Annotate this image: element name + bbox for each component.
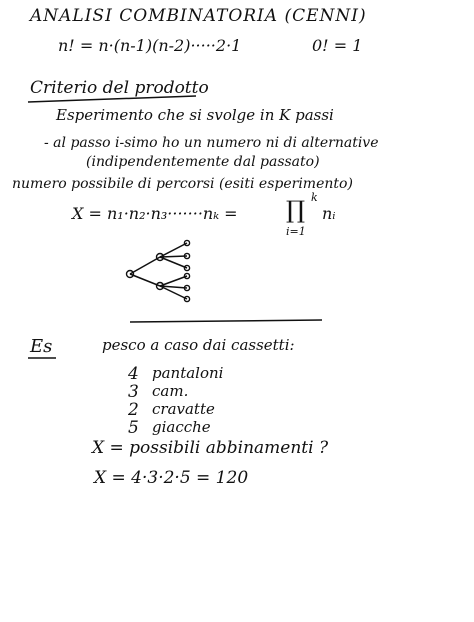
item-name: cam. bbox=[152, 382, 189, 400]
example-intro: pesco a caso dai cassetti: bbox=[102, 336, 295, 354]
factorial-formula: n! = n·(n-1)(n-2)·····2·1 bbox=[58, 36, 242, 55]
item-name: giacche bbox=[152, 418, 211, 436]
definition-line-1: Esperimento che si svolge in K passi bbox=[56, 106, 334, 124]
question-line: X = possibili abbinamenti ? bbox=[92, 438, 329, 458]
item-count: 3 bbox=[128, 382, 139, 402]
item-name: cravatte bbox=[152, 400, 215, 418]
product-term: nᵢ bbox=[322, 204, 336, 223]
item-count: 4 bbox=[128, 364, 139, 384]
example-label: Es bbox=[30, 336, 53, 357]
definition-line-3: (indipendentemente dal passato) bbox=[86, 154, 320, 170]
zero-factorial: 0! = 1 bbox=[312, 36, 363, 55]
product-formula: X = n₁·n₂·n₃·······nₖ = bbox=[72, 204, 238, 223]
item-name: pantaloni bbox=[152, 364, 224, 382]
item-count: 2 bbox=[128, 400, 139, 420]
page-title: ANALISI COMBINATORIA (CENNI) bbox=[30, 6, 367, 26]
product-symbol: ∏ bbox=[286, 196, 306, 224]
item-count: 5 bbox=[128, 418, 139, 438]
definition-line-4: numero possibile di percorsi (esiti esperimento) bbox=[12, 176, 353, 192]
section-heading: Criterio del prodotto bbox=[30, 78, 209, 98]
definition-line-2: - al passo i-simo ho un numero ni di alternative bbox=[44, 135, 379, 151]
product-lower-index: i=1 bbox=[286, 225, 306, 238]
product-upper-index: k bbox=[311, 191, 318, 204]
answer-line: X = 4·3·2·5 = 120 bbox=[94, 468, 249, 488]
